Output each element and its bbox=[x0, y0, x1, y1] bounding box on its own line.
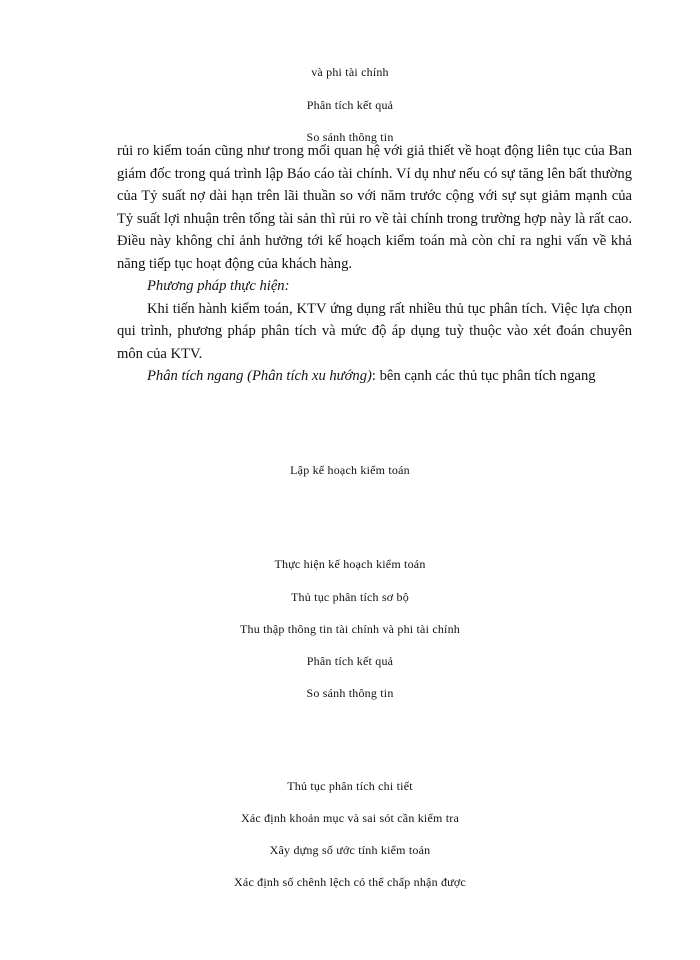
diagram-identify-items: Xác định khoản mục và sai sót cần kiểm tra bbox=[240, 811, 459, 825]
diagram-determine-difference: Xác định số chênh lệch có thể chấp nhận được bbox=[234, 875, 466, 889]
diagram-preliminary-analysis: Thủ tục phân tích sơ bộ bbox=[291, 590, 409, 604]
paragraph-procedures: Khi tiến hành kiểm toán, KTV ứng dụng rất nhiều thủ tục phân tích. Việc lựa chọn qui trình, phương pháp phân tích và mức độ áp dụng tuỳ thuộc vào xét đoán chuyên môn của KTV. bbox=[117, 300, 632, 362]
heading-method: Phương pháp thực hiện: bbox=[147, 278, 290, 294]
diagram-plan-audit: Lập kế hoạch kiểm toán bbox=[290, 463, 410, 477]
body-text bbox=[117, 140, 632, 388]
diagram-top-finance-line: và phi tài chính bbox=[311, 65, 389, 79]
paragraph-risk: rủi ro kiểm toán cũng như trong mối quan hệ với giả thiết về hoạt động liên tục của Ban giám đốc trong quá trình lập Báo cáo tài chính. Ví dụ như nếu có sự tăng lên bất thường của Tỷ suất nợ dài hạn trên lãi thuần so với năm trước cộng với sự sụt giảm mạnh của Tỷ suất lợi nhuận trên tổng tài sản thì rủi ro về tài chính trong trường hợp này là rất cao. Điều này không chỉ ảnh hưởng tới kế hoạch kiểm toán mà còn chỉ ra nghi vấn về khả năng tiếp tục hoạt động của khách hàng. bbox=[117, 143, 632, 272]
horizontal-analysis-rest: : bên cạnh các thủ tục phân tích ngang bbox=[371, 368, 596, 384]
diagram-collect-info: Thu thập thông tin tài chính và phi tài chính bbox=[240, 622, 460, 636]
diagram-compare-info: So sánh thông tin bbox=[306, 686, 394, 700]
horizontal-analysis-term: Phân tích ngang (Phân tích xu hướng) bbox=[147, 368, 372, 384]
diagram-execute-plan: Thực hiện kế hoạch kiểm toán bbox=[274, 557, 426, 571]
diagram-build-estimate: Xây dựng số ước tính kiểm toán bbox=[269, 843, 431, 857]
diagram-top-analyze-results: Phân tích kết quả bbox=[306, 98, 394, 112]
diagram-analyze-results: Phân tích kết quả bbox=[306, 654, 394, 668]
diagram-top-compare-info: So sánh thông tin bbox=[306, 130, 394, 144]
paragraph-horizontal-analysis bbox=[117, 365, 632, 388]
diagram-detailed-analysis: Thủ tục phân tích chi tiết bbox=[287, 779, 413, 793]
